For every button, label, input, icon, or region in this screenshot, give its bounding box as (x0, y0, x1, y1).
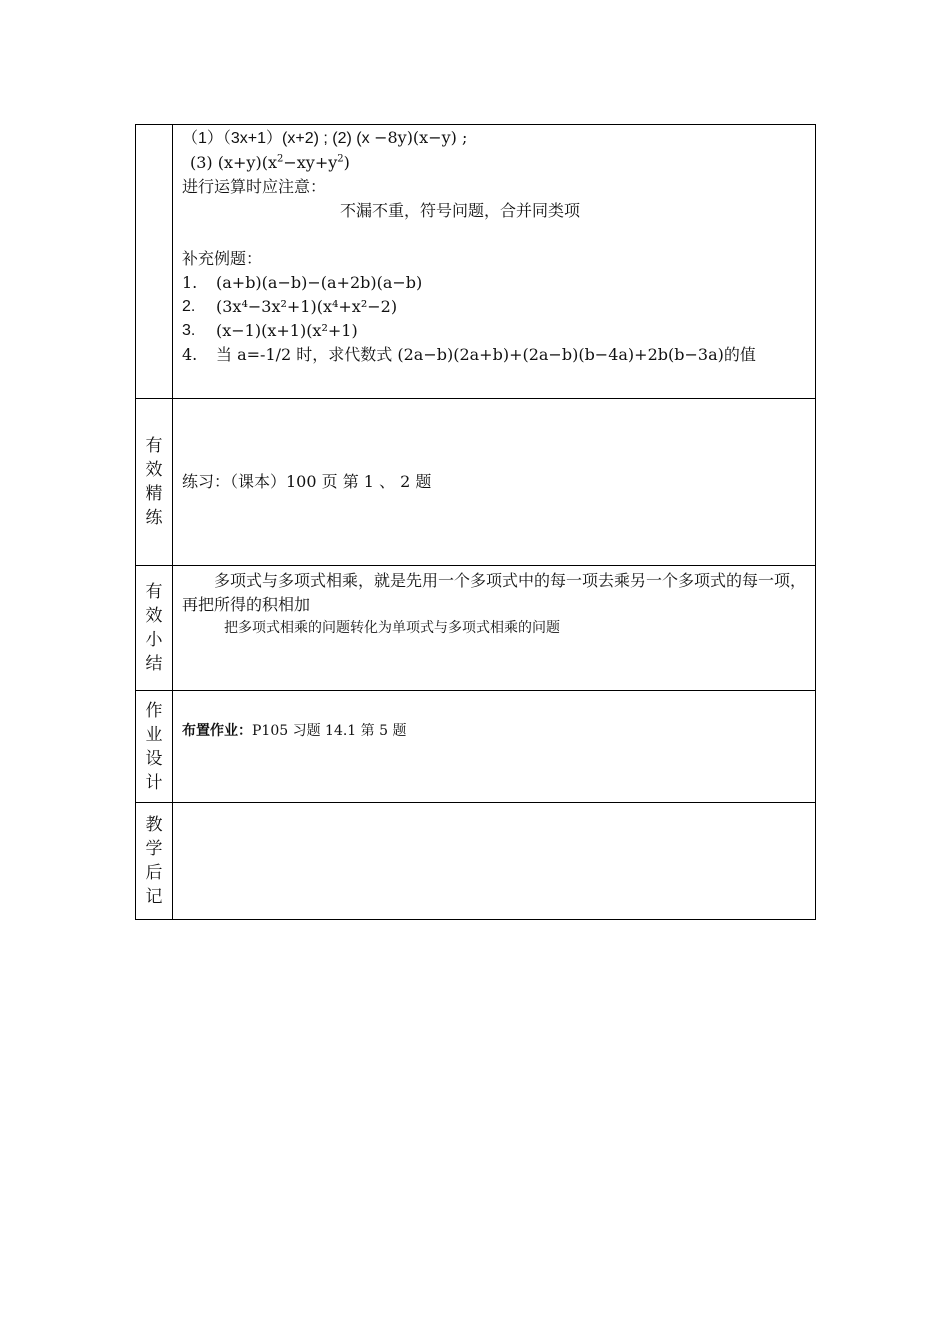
method-row-content (173, 125, 816, 399)
reflection-row (136, 803, 816, 920)
summary-paragraph-1: 多项式与多项式相乘，就是先用一个多项式中的每一项去乘另一个多项式的每一项，再把所得的积相加 (182, 571, 807, 614)
summary-row (136, 566, 816, 691)
practice-row-label: 有 效 精 练 (136, 399, 173, 566)
example-item: 2. (3x⁴−3x²+1)(x⁴+x²−2) (182, 297, 398, 316)
example-item: 1. (a+b)(a−b)−(a+2b)(a−b) (182, 273, 423, 292)
summary-paragraph-2: 把多项式相乘的问题转化为单项式与多项式相乘的问题 (224, 620, 560, 636)
practice-row (136, 399, 816, 566)
homework-row-label: 作 业 设 计 (136, 691, 173, 803)
example-item: 4. 当 a=-1/2 时，求代数式 (2a−b)(2a+b)+(2a−b)(b−4a)+2b(b−3a)的值 (182, 345, 756, 364)
exercise-line-2: (3) $(x+y)(x^2-xy+y^2)$ (190, 153, 350, 172)
homework-row-content (173, 691, 816, 803)
homework-row (136, 691, 816, 803)
examples-list (182, 271, 807, 367)
homework-text: 布置作业：P105 习题 14.1 第 5 题 (182, 722, 407, 739)
summary-row-content (173, 566, 816, 691)
lesson-plan-table (135, 124, 816, 920)
method-row (136, 125, 816, 399)
note-text: 不漏不重，符号问题，合并同类项 (340, 201, 581, 220)
note-label: 进行运算时应注意： (182, 177, 327, 196)
reflection-row-content[interactable] (173, 803, 816, 920)
practice-text: 练习：（课本）100 页 第 1 、 2 题 (182, 472, 432, 491)
method-row-label (136, 125, 173, 399)
practice-row-content (173, 399, 816, 566)
reflection-row-label: 教 学 后 记 (136, 803, 173, 920)
summary-row-label: 有 效 小 结 (136, 566, 173, 691)
examples-title: 补充例题： (182, 249, 263, 268)
example-item: 3. (x−1)(x+1)(x²+1) (182, 321, 358, 340)
exercise-line-1: （1）（3x+1）(x+2) ; (2) (x −8y)(x−y) ; (182, 128, 468, 147)
